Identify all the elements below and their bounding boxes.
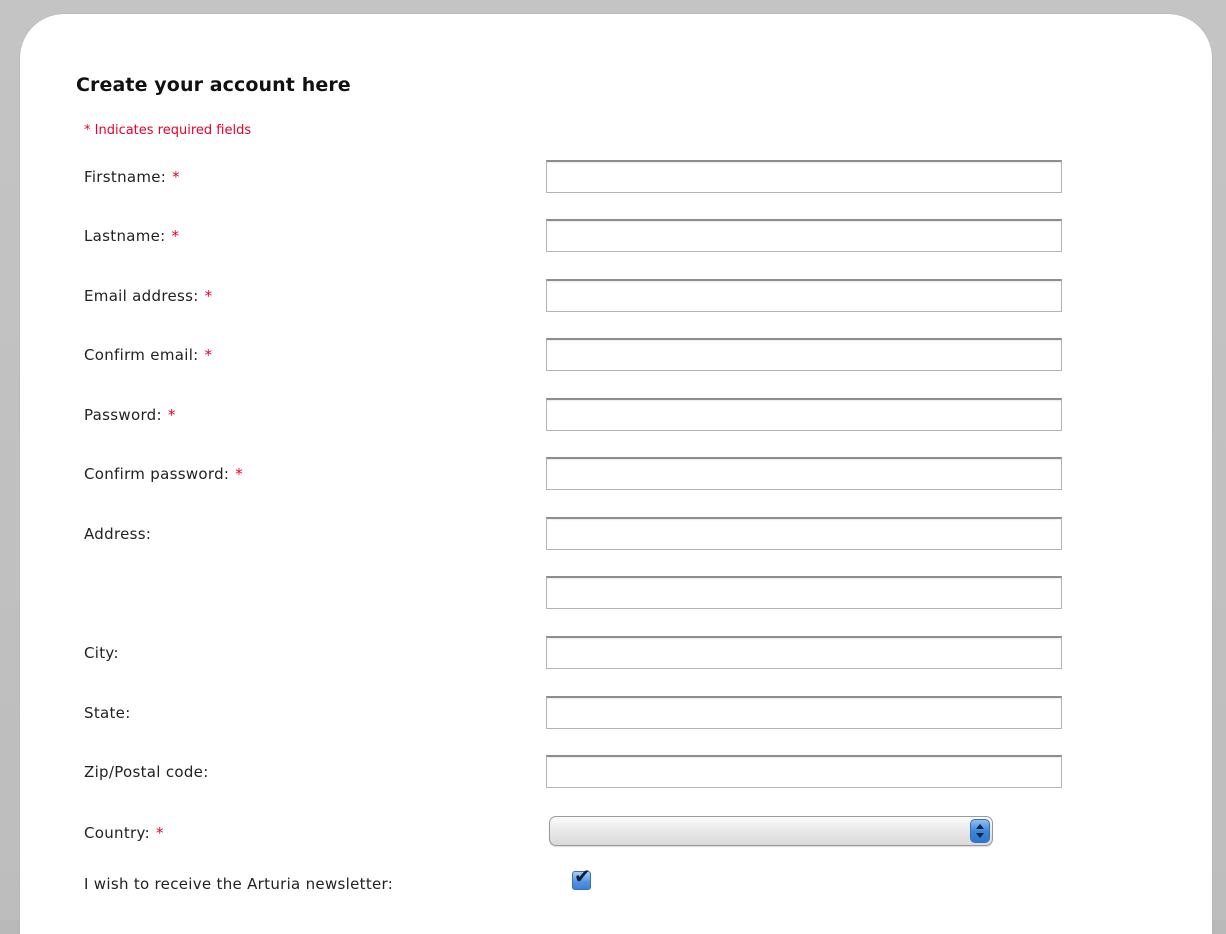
up-down-arrows-icon [970,819,990,843]
password-label: Password: * [84,406,176,424]
password-row [84,398,1084,436]
required-marker: * [167,406,176,424]
address-line1-input[interactable] [546,517,1062,550]
confirm-password-row [84,457,1084,495]
state-label: State: [84,704,131,722]
firstname-input[interactable] [546,160,1062,193]
city-label: City: [84,644,119,662]
confirm-password-input[interactable] [546,457,1062,490]
zip-label: Zip/Postal code: [84,763,209,781]
newsletter-row [84,864,1084,905]
email-input[interactable] [546,279,1062,312]
required-marker: * [204,287,213,305]
newsletter-checkbox[interactable] [572,864,591,890]
city-input[interactable] [546,636,1062,669]
required-marker: * [204,346,213,364]
form-card [20,14,1212,934]
address-row [84,517,1084,555]
password-input[interactable] [546,398,1062,431]
lastname-input[interactable] [546,219,1062,252]
confirm-email-input[interactable] [546,338,1062,371]
firstname-row [84,160,1084,198]
zip-row [84,755,1084,793]
confirm-email-row [84,338,1084,376]
city-row [84,636,1084,674]
firstname-label: Firstname: * [84,168,180,186]
checkmark-icon: ✔ [574,864,591,888]
required-fields-note: * Indicates required fields [84,123,252,138]
country-row [84,816,1084,854]
zip-input[interactable] [546,755,1062,788]
newsletter-label: I wish to receive the Arturia newsletter: [84,875,394,893]
confirm-password-label: Confirm password: * [84,465,244,483]
state-row [84,696,1084,734]
required-marker: * [172,168,180,186]
address-label: Address: [84,525,152,543]
state-input[interactable] [546,696,1062,729]
required-marker: * [155,824,164,842]
address-line2-input[interactable] [546,576,1062,609]
form-title: Create your account here [76,74,351,96]
required-marker: * [235,465,244,483]
address-line2-row [84,576,1084,614]
country-select[interactable] [549,816,993,846]
lastname-row [84,219,1084,257]
lastname-label: Lastname: * [84,227,180,245]
confirm-email-label: Confirm email: * [84,346,213,364]
country-label: Country: * [84,824,164,842]
email-label: Email address: * [84,287,213,305]
required-marker: * [171,227,180,245]
email-row [84,279,1084,317]
